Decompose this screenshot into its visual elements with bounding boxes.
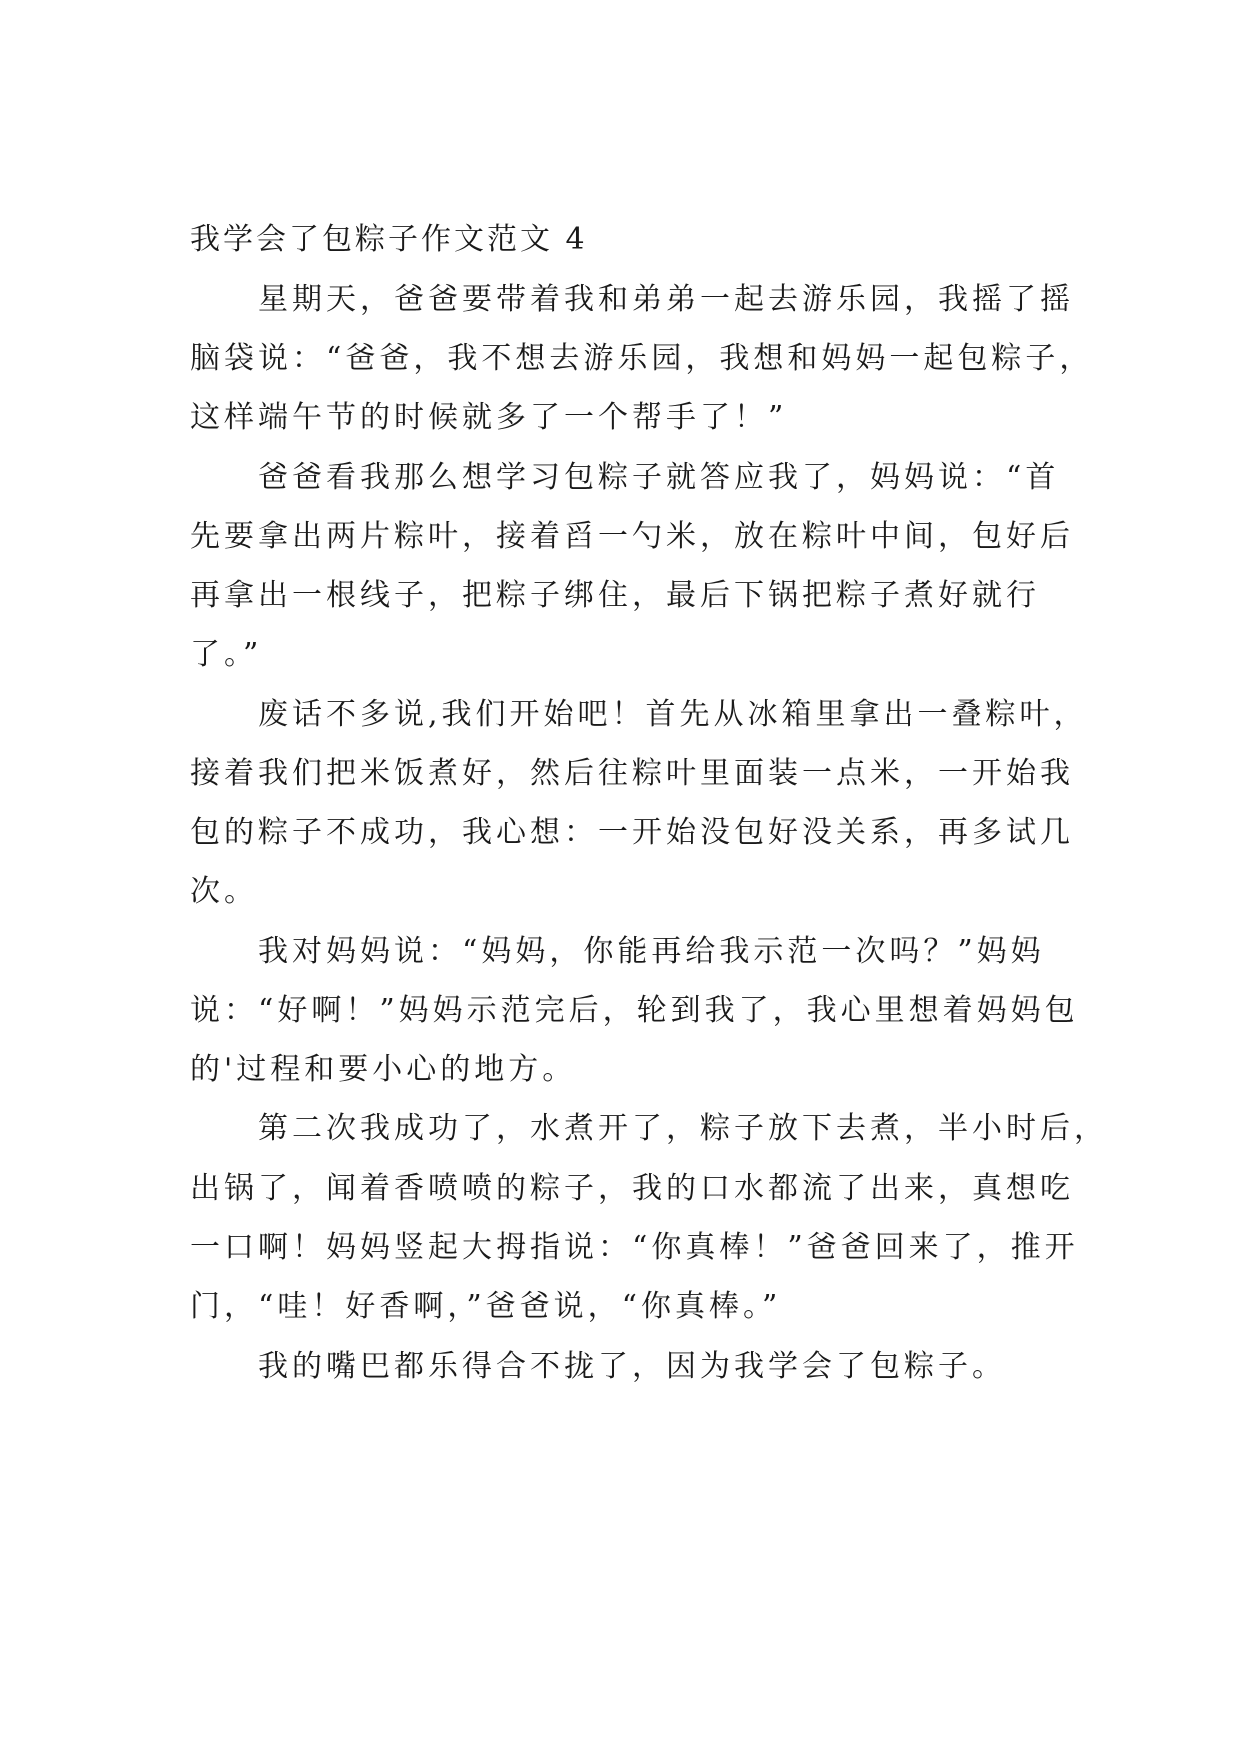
text-line: 星期天，爸爸要带着我和弟弟一起去游乐园，我摇了摇: [190, 282, 1074, 317]
text-line: 第二次我成功了，水煮开了，粽子放下去煮，半小时后，: [190, 1111, 1108, 1146]
text-line: 先要拿出两片粽叶，接着舀一勺米，放在粽叶中间，包好后: [190, 519, 1074, 554]
text-line: 说：“好啊！”妈妈示范完后，轮到我了，我心里想着妈妈包: [190, 993, 1079, 1028]
text-line: 我对妈妈说：“妈妈，你能再给我示范一次吗？”妈妈: [190, 934, 1045, 969]
text-line: 爸爸看我那么想学习包粽子就答应我了，妈妈说：“首: [190, 460, 1060, 495]
text-line: 再拿出一根线子，把粽子绑住，最后下锅把粽子煮好就行: [190, 578, 1040, 613]
text-line: 接着我们把米饭煮好，然后往粽叶里面装一点米，一开始我: [190, 756, 1074, 791]
text-line: 了。”: [190, 637, 263, 672]
text-line: 的'过程和要小心的地方。: [190, 1052, 577, 1087]
text-line: 我的嘴巴都乐得合不拢了，因为我学会了包粽子。: [190, 1349, 1006, 1384]
text-line: 包的粽子不成功，我心想：一开始没包好没关系，再多试几: [190, 815, 1074, 850]
text-line: 这样端午节的时候就多了一个帮手了！”: [190, 400, 788, 435]
text-line: 次。: [190, 874, 258, 909]
text-line: 脑袋说：“爸爸，我不想去游乐园，我想和妈妈一起包粽子，: [190, 341, 1094, 376]
text-line: 一口啊！妈妈竖起大拇指说：“你真棒！”爸爸回来了，推开: [190, 1230, 1079, 1265]
text-line: 出锅了，闻着香喷喷的粽子，我的口水都流了出来，真想吃: [190, 1171, 1074, 1206]
text-line: 门，“哇！好香啊，”爸爸说，“你真棒。”: [190, 1289, 782, 1324]
text-line: 废话不多说,我们开始吧！首先从冰箱里拿出一叠粽叶，: [190, 697, 1088, 732]
document-title: 我学会了包粽子作文范文 4: [190, 222, 588, 257]
